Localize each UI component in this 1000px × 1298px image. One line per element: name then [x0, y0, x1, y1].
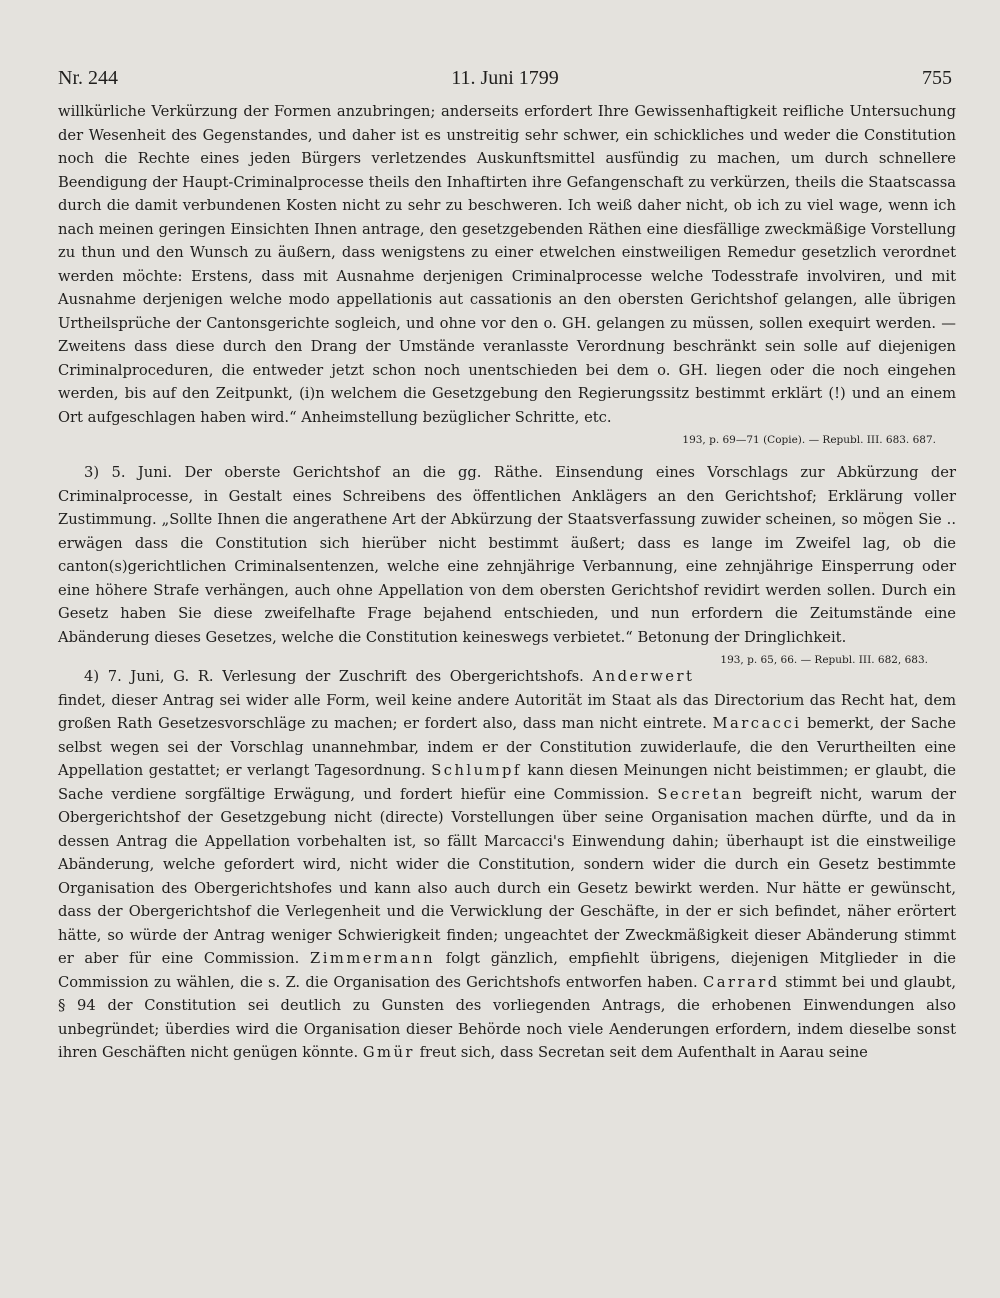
- paragraph-1: [58, 100, 956, 449]
- speaker-name-schlumpf: Schlumpf: [431, 762, 522, 779]
- paragraph-1-ref-line: [58, 430, 956, 449]
- speaker-name-carrard: Carrard: [702, 973, 780, 991]
- document-number: Nr. 244: [58, 67, 118, 89]
- page-number: 755: [922, 67, 952, 89]
- paragraph-3-text-a: 4) 7. Juni, G. R. Verlesung der Zuschrift des Obergerichtshofs.: [84, 668, 584, 685]
- paragraph-3-text-e: begreift nicht, warum der Obergerichtshof der Gesetzgebung nicht (directe) Vorstellungen über seine Organisation machen dürfte, und da in dessen Antrag die Appellation vorbehalten ist, so fällt Marcacci's Einwendung dahin; überhaupt ist die einstweilige Abänderung, welche gefordert wird, nicht wider die Constitution, sondern wider die durch ein Gesetz bestimmte Organisation des Obergerichtshofes und kann also auch durch ein Gesetz bewirkt werden. Nur hätte er gewünscht, dass der Obergerichtshof die Verlegenheit und die Verwicklung der Geschäfte, in der er sich befindet, näher erörtert hätte, so würde der Antrag weniger Schwierigkeit finden; ungeachtet der Zweckmäßigkeit dieser Abänderung stimmt er aber für eine Commission.: [58, 785, 957, 967]
- paragraph-2: [58, 461, 956, 666]
- speaker-name-secretan: Secretan: [657, 785, 745, 803]
- speaker-name-gmuer: Gmür: [362, 1044, 415, 1061]
- paragraph-3-text-f: folgt gänzlich, empfiehlt übrigens, diejenigen Mitglieder in die Commission zu wählen, die s. Z. die Organisation des Gerichtshofs entworfen haben.: [58, 950, 956, 991]
- speaker-name-marcacci: Marcacci: [712, 715, 802, 732]
- paragraph-2-text: 3) 5. Juni. Der oberste Gerichtshof an die gg. Räthe. Einsendung eines Vorschlags zur Abkürzung der Criminalprocesse, in Gestalt eines Schreibens des öffentlichen Anklägers an den Gerichtshof; Erklärung voller Zustimmung. „Sollte Ihnen die angerathene Art der Abkürzung der Staatsverfassung zuwider scheinen, so mögen Sie .. erwägen dass die Constitution sich hierüber nicht bestimmt äußert; dass es lange im Zweifel lag, ob die canton(s)gerichtlichen Criminalsentenzen, welche eine zehnjährige Verbannung, eine zehnjährige Einsperrung oder eine höhere Strafe verhängen, auch ohne Appellation von dem obersten Gerichtshof revidirt werden sollen. Durch ein Gesetz haben Sie diese zweifelhafte Frage bejahend entschieden, und nun erfordern die Zeitumstände eine Abänderung dieses Gesetzes, welche die Constitution keineswegs verbietet.“ Betonung der Dringlichkeit.: [58, 464, 956, 646]
- paragraph-3-text-c: bemerkt, der Sache selbst wegen sei der Vorschlag unannehmbar, indem er der Constitution zuwiderlaufe, die den Verurtheilten eine Appellation gestattet; er verlangt Tagesordnung.: [58, 715, 956, 779]
- paragraph-3-text-h: freut sich, dass Secretan seit dem Aufenthalt in Aarau seine: [419, 1044, 868, 1061]
- paragraph-3-text-b: findet, dieser Antrag sei wider alle Form, weil keine andere Autorität im Staat als das Directorium das Recht hat, dem großen Rath Gesetzesvorschläge zu machen; er fordert also, dass man nicht eintrete.: [58, 691, 956, 732]
- document-body: [58, 100, 956, 1065]
- paragraph-3-text-d: kann diesen Meinungen nicht beistimmen; er glaubt, die Sache verdiene sorgfältige Erwägung, und fordert hiefür eine Commission.: [58, 762, 956, 803]
- page-header: [58, 67, 952, 97]
- paragraph-3-text-g: stimmt bei und glaubt, § 94 der Constitution sei deutlich zu Gunsten des vorliegenden Antrags, die erhobenen Einwendungen also unbegründet; überdies wird die Organisation dieser Behörde noch viele Aenderungen erfordern, indem dieselbe sonst ihren Geschäften nicht genügen könnte.: [58, 973, 957, 1061]
- paragraph-3: [58, 665, 956, 1065]
- speaker-name-zimmermann: Zimmermann: [309, 950, 436, 967]
- source-reference-2: 193, p. 65, 66. — Republ. III. 682, 683.: [720, 654, 928, 666]
- source-reference-1: 193, p. 69—71 (Copie). — Republ. III. 683. 687.: [682, 434, 936, 446]
- speaker-name-anderwert: Anderwert: [592, 668, 695, 685]
- paragraph-1-text: willkürliche Verkürzung der Formen anzubringen; anderseits erfordert Ihre Gewissenhaftigkeit reifliche Untersuchung der Wesenheit des Gegenstandes, und daher ist es unstreitig sehr schwer, ein schickliches und weder die Constitution noch die Rechte eines jeden Bürgers verletzendes Auskunftsmittel ausfündig zu machen, um durch schnellere Beendigung der Haupt-Criminalprocesse theils den Inhaftirten ihre Gefangenschaft zu verkürzen, theils die Staatscassa durch die damit verbundenen Kosten nicht zu sehr zu beschweren. Ich weiß daher nicht, ob ich zu viel wage, wenn ich nach meinen geringen Einsichten Ihnen antrage, den gesetzgebenden Räthen eine diesfällige zweckmäßige Vorstellung zu thun und den Wunsch zu äußern, dass wenigstens zu einer etwelchen einstweiligen Remedur gesetzlich verordnet werden möchte: Erstens, dass mit Ausnahme derjenigen Criminalprocesse welche Todesstrafe involviren, und mit Ausnahme derjenigen welche modo appellationis aut cassationis an den obersten Gerichtshof gelangen, alle übrigen Urtheilsprüche der Cantonsgerichte sogleich, und ohne vor den o. GH. gelangen zu müssen, sollen exequirt werden. — Zweitens dass diese durch den Drang der Umstände veranlasste Verordnung beschränkt sein solle auf diejenigen Criminalproceduren, die entweder jetzt schon noch unentschieden bei dem o. GH. liegen oder die noch eingehen werden, bis auf den Zeitpunkt, (i)n welchem die Gesetzgebung den Regierungssitz bestimmt erklärt (!) und an einem Ort aufgeschlagen haben wird.“ Anheimstellung bezüglicher Schritte, etc.: [58, 103, 956, 426]
- header-date: 11. Juni 1799: [451, 67, 559, 89]
